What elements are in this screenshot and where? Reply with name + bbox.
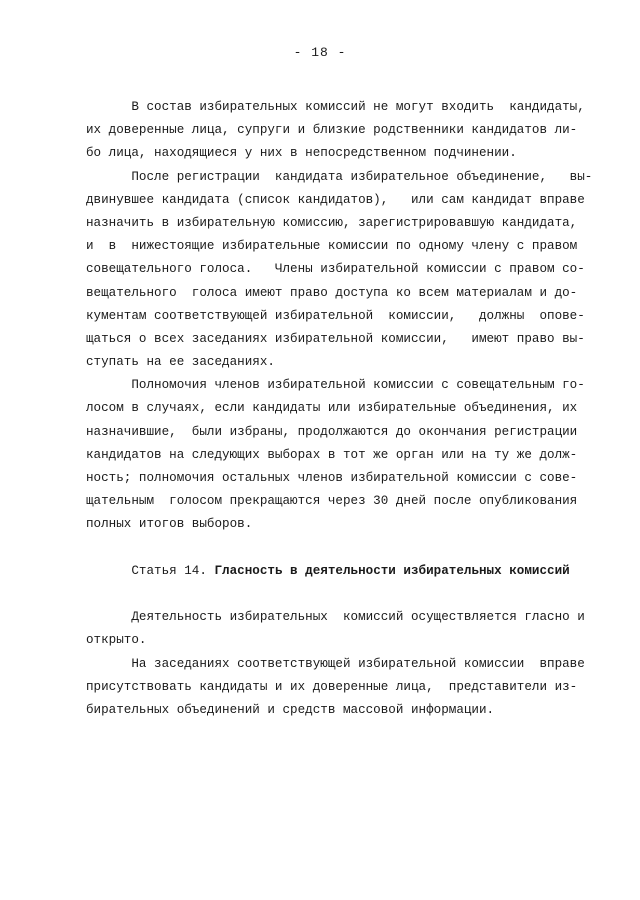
text-line: совещательного голоса. Члены избирательной комиссии с правом со-: [86, 262, 585, 277]
text-line: В состав избирательных комиссий не могут входить кандидаты,: [86, 100, 585, 114]
text-line: На заседаниях соответствующей избирательной комиссии вправе: [86, 656, 585, 671]
text-line: Полномочия членов избирательной комиссии с совещательным го-: [86, 378, 585, 393]
spacer: [86, 583, 586, 606]
text-line: назначившие, были избраны, продолжаются до окончания регистрации: [86, 424, 578, 439]
article-title: Гласность в деятельности избирательных комиссий: [214, 563, 570, 578]
text-line: кандидатов на следующих выборах в тот же орган или на ту же долж-: [86, 447, 578, 462]
text-line: двинувшее кандидата (список кандидатов), или сам кандидат вправе: [86, 192, 585, 207]
paragraph: [86, 606, 586, 652]
text-line: присутствовать кандидаты и их доверенные лица, представители из-: [86, 679, 578, 694]
text-line: назначить в избирательную комиссию, зарегистрировавшую кандидата,: [86, 215, 578, 230]
text-line: открыто.: [86, 633, 147, 648]
text-line: После регистрации кандидата избирательное объединение, вы-: [86, 169, 593, 184]
text-line: вещательного голоса имеют право доступа ко всем материалам и до-: [86, 285, 578, 300]
article-heading: [86, 560, 586, 583]
text-line: Деятельность избирательных комиссий осуществляется гласно и: [86, 610, 585, 625]
text-line: полных итогов выборов.: [86, 517, 253, 532]
text-line: кументам соответствующей избирательной комиссии, должны опове-: [86, 308, 585, 323]
text-line: щаться о всех заседаниях избирательной комиссии, имеют право вы-: [86, 331, 585, 346]
page-number: - 18 -: [293, 45, 347, 60]
text-line: и в нижестоящие избирательные комиссии по одному члену с правом: [86, 239, 578, 254]
text-line: бо лица, находящиеся у них в непосредственном подчинении.: [86, 146, 517, 161]
paragraph: [86, 166, 593, 375]
text-line: бирательных объединений и средств массовой информации.: [86, 702, 495, 717]
text-line: ность; полномочия остальных членов избирательной комиссии с сове-: [86, 471, 578, 485]
text-line: щательным голосом прекращаются через 30 дней после опубликования: [86, 494, 578, 509]
text-line: лосом в случаях, если кандидаты или избирательные объединения, их: [86, 401, 578, 416]
paragraph: [86, 653, 586, 723]
paragraph: [86, 374, 586, 536]
text-line: ступать на ее заседаниях.: [86, 355, 275, 370]
document-body: [86, 96, 593, 722]
spacer: [86, 537, 586, 560]
text-line: их доверенные лица, супруги и близкие родственники кандидатов ли-: [86, 123, 578, 138]
paragraph: [86, 96, 586, 166]
article-label: Статья 14.: [86, 563, 215, 578]
